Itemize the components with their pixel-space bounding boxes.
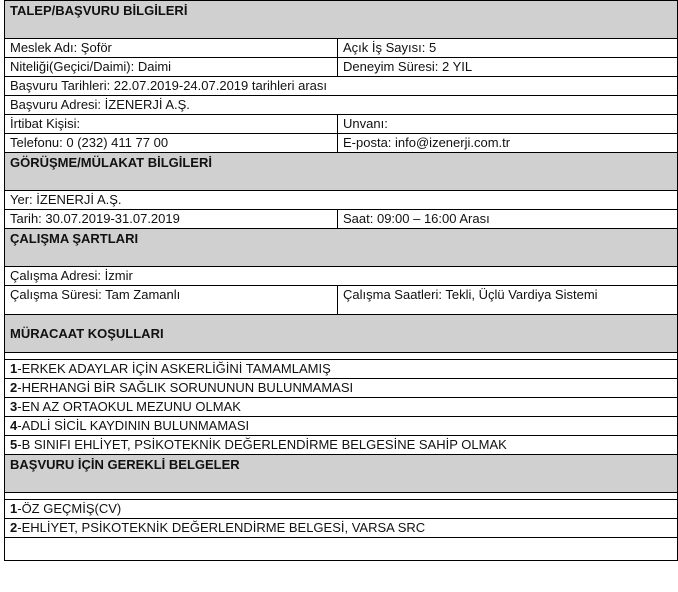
row-yer — [5, 191, 678, 210]
item-number: 3 — [10, 399, 18, 414]
list-item — [5, 417, 678, 436]
list-item — [5, 436, 678, 455]
section-title: ÇALIŞMA ŞARTLARI — [5, 229, 678, 267]
section-calisma-header — [5, 229, 678, 267]
row-meslek — [5, 39, 678, 58]
calisma-sure-cell: Çalışma Süresi: Tam Zamanlı — [5, 286, 338, 315]
item-number: 4 — [10, 418, 18, 433]
item-number: 1 — [10, 361, 18, 376]
section-muracaat-header — [5, 315, 678, 353]
application-form — [4, 0, 677, 592]
section-title: TALEP/BAŞVURU BİLGİLERİ — [5, 1, 678, 39]
row-nitelik — [5, 58, 678, 77]
list-item — [5, 519, 678, 538]
blank-row — [5, 538, 678, 561]
section-belgeler-header — [5, 455, 678, 493]
meslek-cell: Meslek Adı: Şoför — [5, 39, 338, 58]
nitelik-cell: Niteliği(Geçici/Daimi): Daimi — [5, 58, 338, 77]
section-title: BAŞVURU İÇİN GEREKLİ BELGELER — [5, 455, 678, 493]
unvan-cell: Unvanı: — [338, 115, 678, 134]
item-text: -HERHANGİ BİR SAĞLIK SORUNUNUN BULUNMAMASI — [17, 380, 354, 395]
item-text: -ÖZ GEÇMİŞ(CV) — [17, 501, 122, 516]
section-title: MÜRACAAT KOŞULLARI — [5, 315, 678, 353]
calisma-adres-cell: Çalışma Adresi: İzmir — [5, 267, 678, 286]
list-item — [5, 398, 678, 417]
basvuru-adres-cell: Başvuru Adresi: İZENERJİ A.Ş. — [5, 96, 678, 115]
tarih-cell: Tarih: 30.07.2019-31.07.2019 — [5, 210, 338, 229]
item-text: -EN AZ ORTAOKUL MEZUNU OLMAK — [17, 399, 241, 414]
item-text: -B SINIFI EHLİYET, PSİKOTEKNİK DEĞERLENDİRME BELGESİNE SAHİP OLMAK — [17, 437, 507, 452]
list-item — [5, 500, 678, 519]
acik-is-cell: Açık İş Sayısı: 5 — [338, 39, 678, 58]
list-item — [5, 360, 678, 379]
irtibat-cell: İrtibat Kişisi: — [5, 115, 338, 134]
item-text: -ERKEK ADAYLAR İÇİN ASKERLİĞİNİ TAMAMLAMIŞ — [17, 361, 331, 376]
item-number: 2 — [10, 380, 18, 395]
row-basvuru-tarih — [5, 77, 678, 96]
row-calisma-sure — [5, 286, 678, 315]
row-basvuru-adres — [5, 96, 678, 115]
basvuru-tarih-cell: Başvuru Tarihleri: 22.07.2019-24.07.2019 tarihleri arası — [5, 77, 678, 96]
item-number: 1 — [10, 501, 18, 516]
calisma-saat-cell: Çalışma Saatleri: Tekli, Üçlü Vardiya Sistemi — [338, 286, 678, 315]
deneyim-cell: Deneyim Süresi: 2 YIL — [338, 58, 678, 77]
item-text: -EHLİYET, PSİKOTEKNİK DEĞERLENDİRME BELGESİ, VARSA SRC — [17, 520, 426, 535]
section-talep-header — [5, 1, 678, 39]
section-title: GÖRÜŞME/MÜLAKAT BİLGİLERİ — [5, 153, 678, 191]
saat-cell: Saat: 09:00 – 16:00 Arası — [338, 210, 678, 229]
row-telefon — [5, 134, 678, 153]
row-calisma-adres — [5, 267, 678, 286]
form-table — [4, 0, 678, 561]
item-number: 5 — [10, 437, 18, 452]
row-tarih — [5, 210, 678, 229]
eposta-cell: E-posta: info@izenerji.com.tr — [338, 134, 678, 153]
item-text: -ADLİ SİCİL KAYDININ BULUNMAMASI — [17, 418, 250, 433]
section-gorusme-header — [5, 153, 678, 191]
telefon-cell: Telefonu: 0 (232) 411 77 00 — [5, 134, 338, 153]
list-item — [5, 379, 678, 398]
yer-cell: Yer: İZENERJİ A.Ş. — [5, 191, 678, 210]
row-irtibat — [5, 115, 678, 134]
item-number: 2 — [10, 520, 18, 535]
